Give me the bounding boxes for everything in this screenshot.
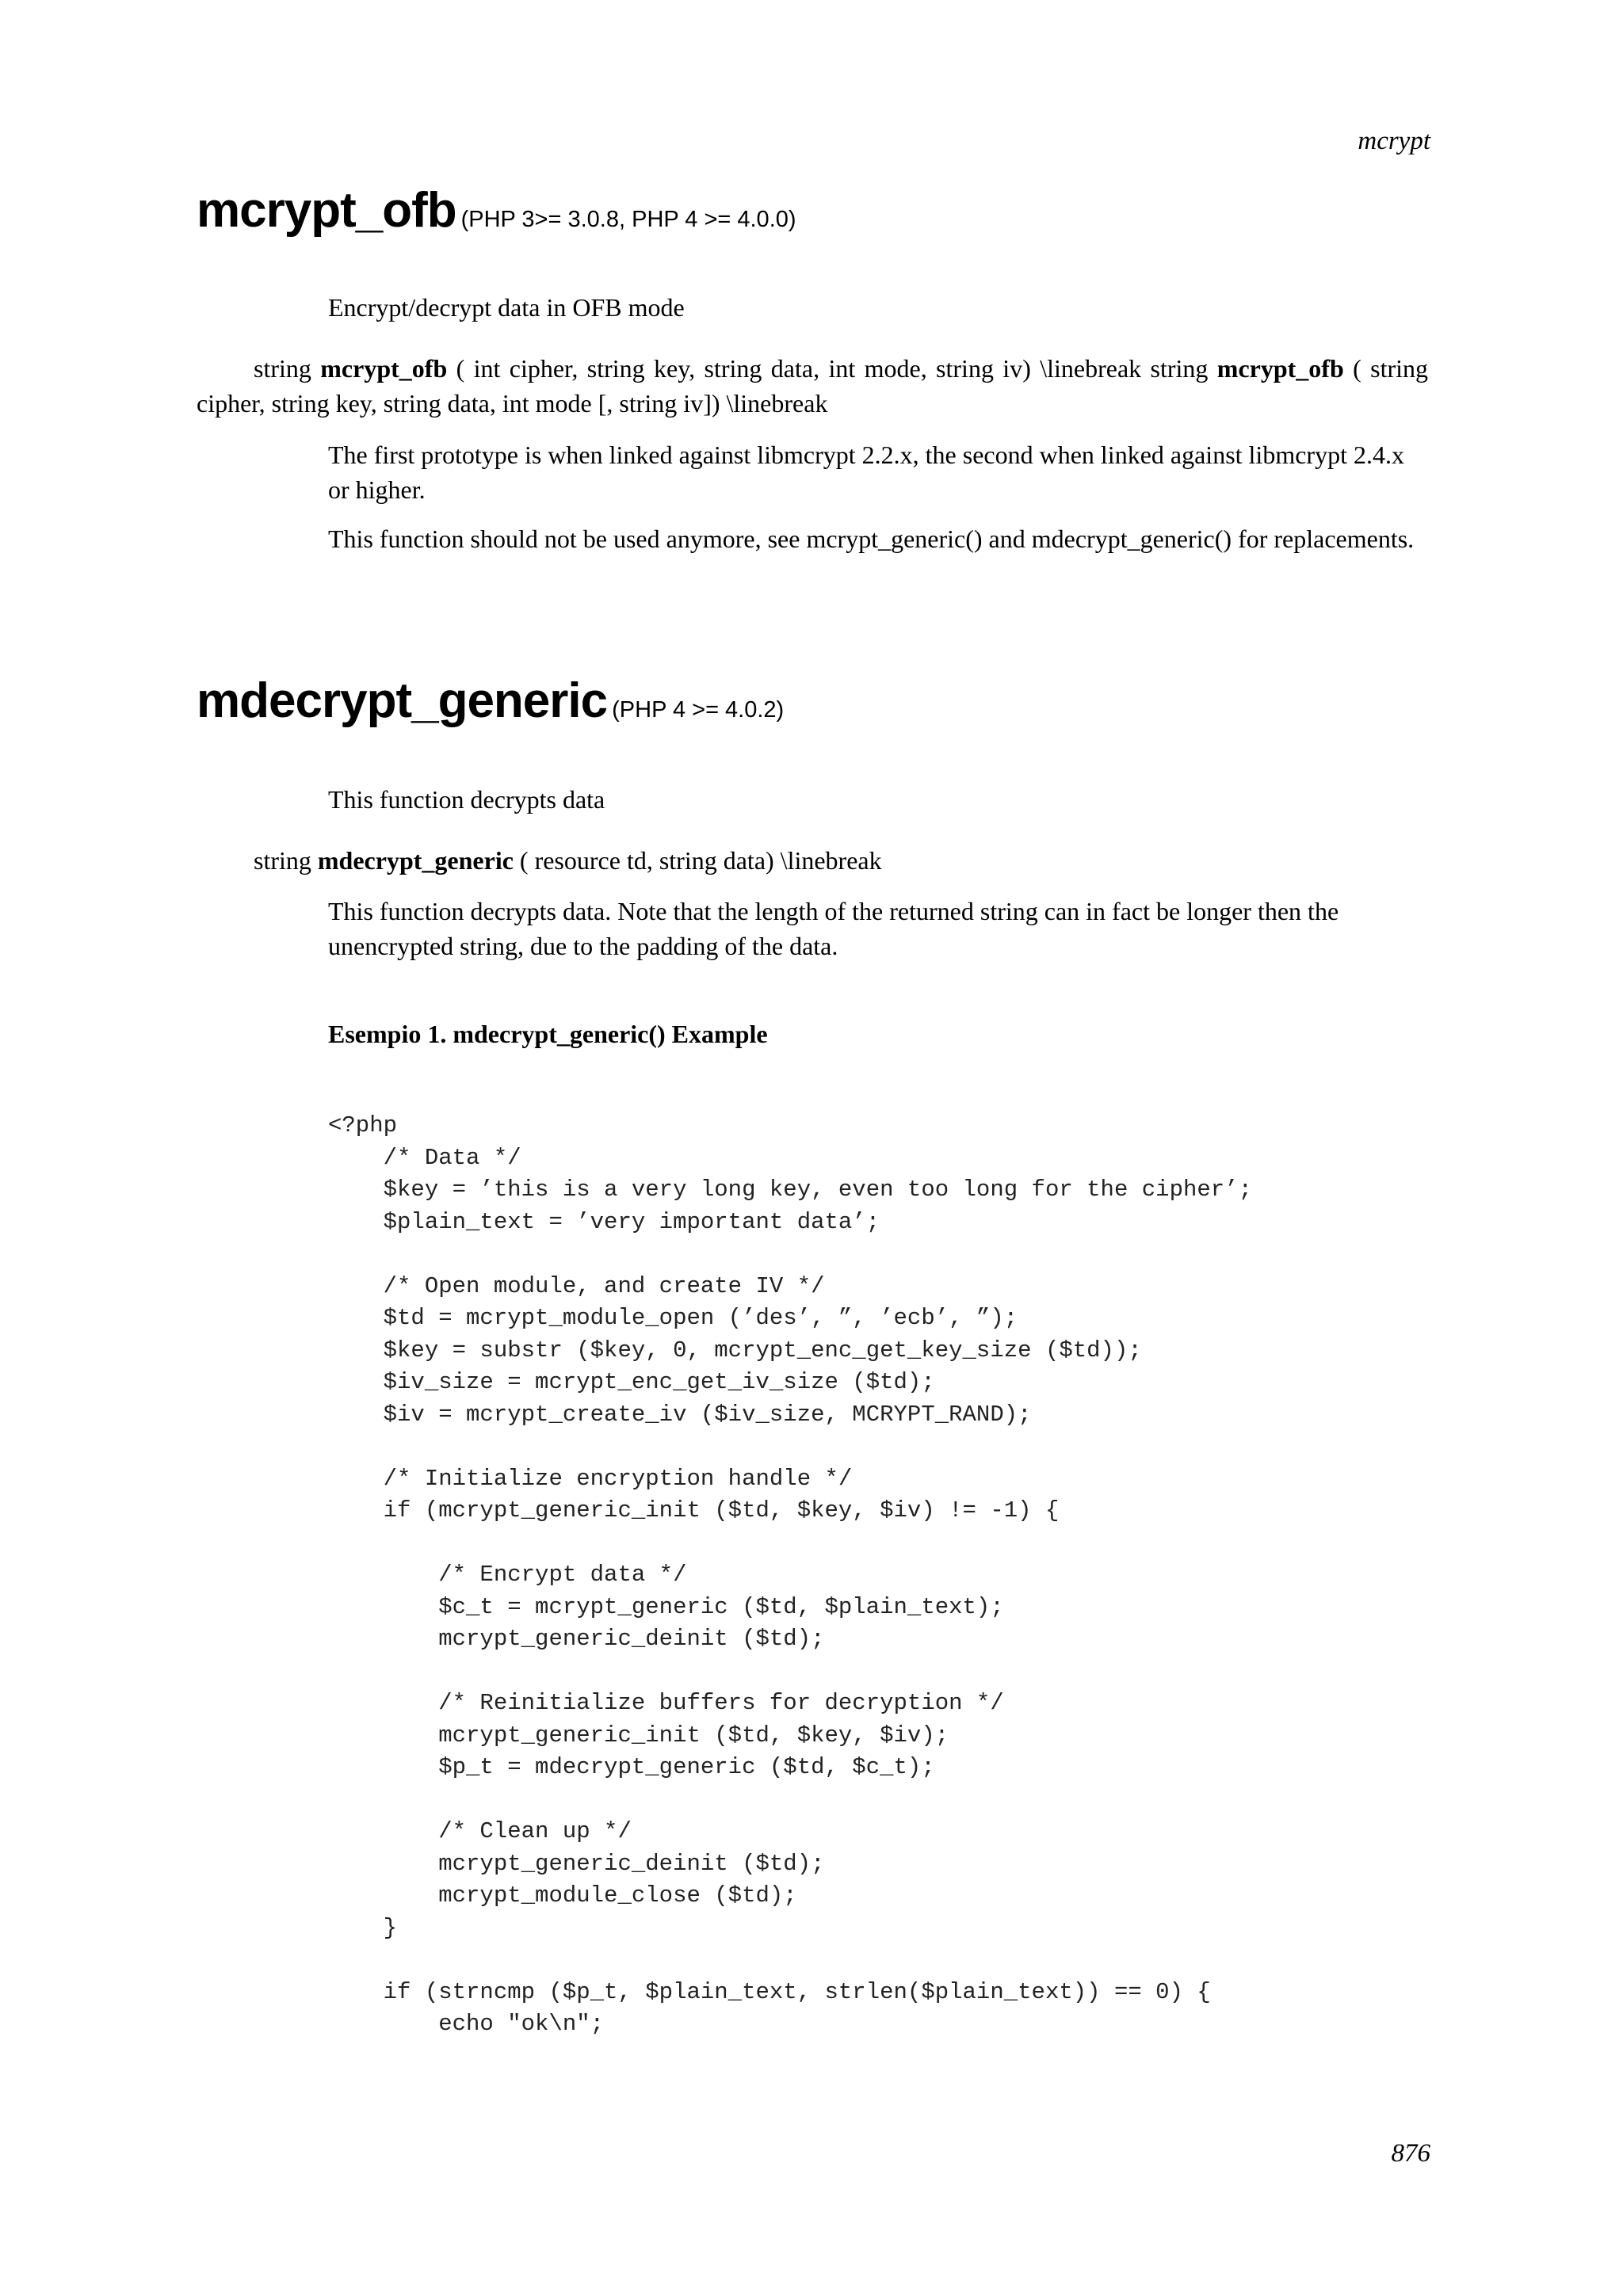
synopsis-mcrypt-ofb [197,351,1428,421]
description-paragraph: This function decrypts data. Note that the length of the returned string can in fact be longer then the unencrypted string, due to the padding of the data. [328,897,1339,960]
synopsis-text: string [254,354,321,383]
page-number: 876 [1391,2139,1430,2168]
description-paragraph: This function should not be used anymore, see mcrypt_generic() and mdecrypt_generic() for replacements. [328,524,1415,553]
synopsis-text: string [254,846,318,875]
code-example: <?php /* Data */ $key = ’this is a very long key, even too long for the cipher’; $plain_text = ’very important data’; /* Open module, and create IV */ $td = mcrypt_module_open (’des’, ”, ’ecb’, ”); $key = substr ($key, 0, mcrypt_enc_get_key_size ($td)); $iv_size = mcrypt_enc_get_iv_size ($td); $iv = mcrypt_create_iv ($iv_size, MCRYPT_RAND); /* Initialize encryption handle */ if (mcrypt_generic_init ($td, $key, $iv) != -1) { /* Encrypt data */ $c_t = mcrypt_generic ($td, $plain_text); mcrypt_generic_deinit ($td); /* Reinitialize buffers for decryption */ mcrypt_generic_init ($td, $key, $iv); $p_t = mdecrypt_generic ($td, $c_t); /* Clean up */ mcrypt_generic_deinit ($td); mcrypt_module_close ($td); } if (strncmp ($p_t, $plain_text, strlen($plain_text)) == 0) { echo "ok\n"; [328,1112,1252,2037]
example-title [328,1016,1428,1051]
synopsis-function-name: mdecrypt_generic [317,846,514,875]
purpose-mcrypt-ofb: Encrypt/decrypt data in OFB mode [328,293,685,322]
version-info: (PHP 3>= 3.0.8, PHP 4 >= 4.0.0) [460,207,796,232]
function-name: mdecrypt_generic [197,673,608,728]
synopsis-mdecrypt-generic [197,843,1428,878]
function-name: mcrypt_ofb [197,183,456,238]
running-header: mcrypt [1358,127,1430,155]
synopsis-text: ( int cipher, string key, string data, int mode, string iv) \linebreak string [447,354,1217,383]
purpose-mdecrypt-generic: This function decrypts data [328,785,605,814]
example-title-text: Esempio 1. mdecrypt_generic() Example [328,1020,768,1048]
entry-title-mdecrypt-generic [197,673,784,729]
synopsis-text: ( string cipher, string key, string data, int mode [, string iv]) \linebreak [197,354,1429,418]
version-info: (PHP 4 >= 4.0.2) [612,697,785,723]
entry-title-mcrypt-ofb [197,182,796,238]
description-paragraph: The first prototype is when linked against libmcrypt 2.2.x, the second when linked against libmcrypt 2.4.x or higher. [328,441,1404,504]
synopsis-text: ( resource td, string data) \linebreak [513,846,882,875]
synopsis-function-name: mcrypt_ofb [320,354,448,383]
synopsis-function-name: mcrypt_ofb [1216,354,1344,383]
